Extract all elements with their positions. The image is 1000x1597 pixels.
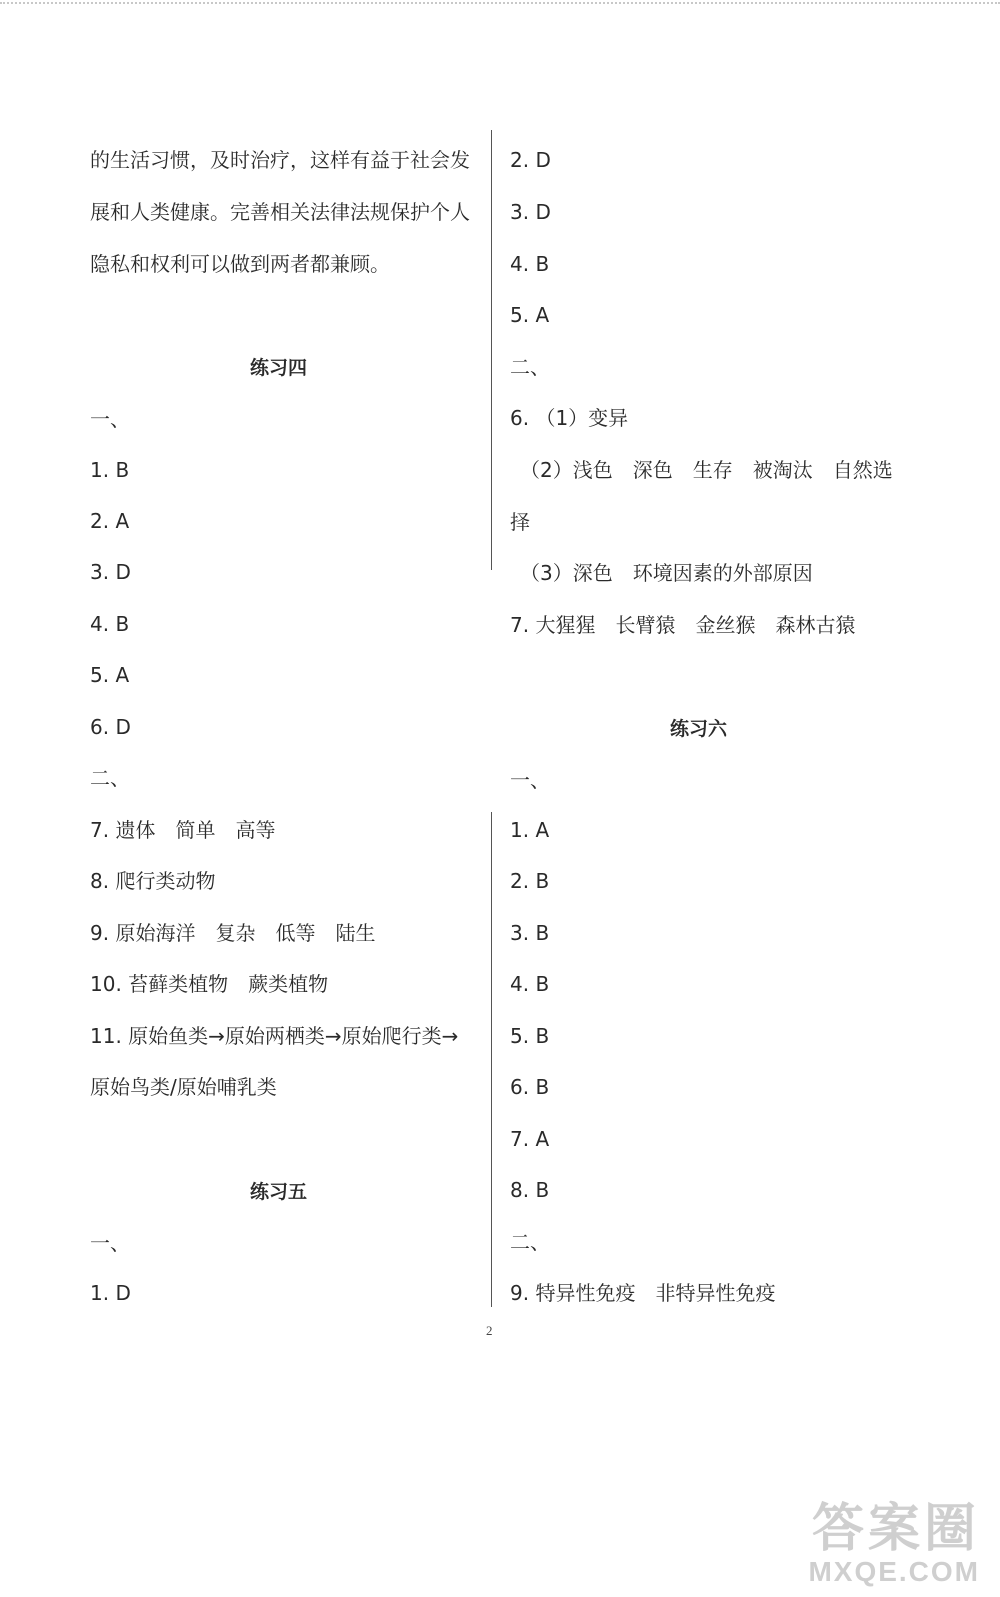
answer-item: 8. 爬行类动物: [90, 869, 216, 893]
answer-item-continued: 择: [510, 510, 530, 534]
page-number: 2: [486, 1323, 493, 1338]
answer-item: 4. B: [90, 612, 130, 636]
answer-item: 10. 苔藓类植物 蕨类植物: [90, 972, 329, 996]
answer-item: 9. 原始海洋 复杂 低等 陆生: [90, 921, 376, 945]
column-divider: [491, 130, 492, 570]
exercise-6-title: 练习六: [670, 718, 728, 740]
answer-item: 1. D: [90, 1281, 131, 1305]
section-label: 二、: [90, 766, 130, 790]
answer-item: 3. D: [510, 200, 551, 224]
answer-item: 7. 大猩猩 长臂猿 金丝猴 森林古猿: [510, 613, 856, 637]
answer-item: 5. A: [510, 303, 550, 327]
section-label: 一、: [90, 407, 130, 431]
answer-item: 7. 遗体 简单 高等: [90, 818, 276, 842]
answer-item: 2. A: [90, 509, 130, 533]
section-label: 一、: [90, 1231, 130, 1255]
answer-item: 2. D: [510, 148, 551, 172]
answer-item: 8. B: [510, 1178, 550, 1202]
answer-paragraph-line: 隐私和权利可以做到两者都兼顾。: [90, 252, 390, 276]
answer-item: 5. B: [510, 1024, 550, 1048]
answer-paragraph-line: 的生活习惯，及时治疗，这样有益于社会发: [90, 148, 470, 172]
answer-item: 4. B: [510, 252, 550, 276]
answer-item: 1. A: [510, 818, 550, 842]
answer-item-continued: 原始鸟类/原始哺乳类: [90, 1075, 277, 1099]
answer-item: 7. A: [510, 1127, 550, 1151]
answer-item: 6. B: [510, 1075, 550, 1099]
answer-item: 3. B: [510, 921, 550, 945]
top-dotted-border: [0, 2, 1000, 4]
answer-item: （2）浅色 深色 生存 被淘汰 自然选: [520, 458, 893, 482]
answer-item: 4. B: [510, 972, 550, 996]
answer-item: 1. B: [90, 458, 130, 482]
answer-item: 11. 原始鱼类→原始两栖类→原始爬行类→: [90, 1024, 459, 1048]
answer-item: 6. （1）变异: [510, 406, 629, 430]
column-divider: [491, 812, 492, 1307]
answer-item: 9. 特异性免疫 非特异性免疫: [510, 1281, 776, 1305]
answer-item: 6. D: [90, 715, 131, 739]
section-label: 二、: [510, 355, 550, 379]
section-label: 一、: [510, 768, 550, 792]
answer-paragraph-line: 展和人类健康。完善相关法律法规保护个人: [90, 200, 470, 224]
answer-item: 2. B: [510, 869, 550, 893]
answer-item: （3）深色 环境因素的外部原因: [520, 561, 813, 585]
watermark-logo: [808, 1501, 980, 1587]
answer-item: 3. D: [90, 560, 131, 584]
watermark-bottom-text: MXQE.COM: [808, 1556, 980, 1587]
exercise-4-title: 练习四: [250, 357, 308, 379]
exercise-5-title: 练习五: [250, 1181, 308, 1203]
watermark-top-text: 答案圈: [811, 1500, 980, 1558]
answer-item: 5. A: [90, 663, 130, 687]
section-label: 二、: [510, 1230, 550, 1254]
